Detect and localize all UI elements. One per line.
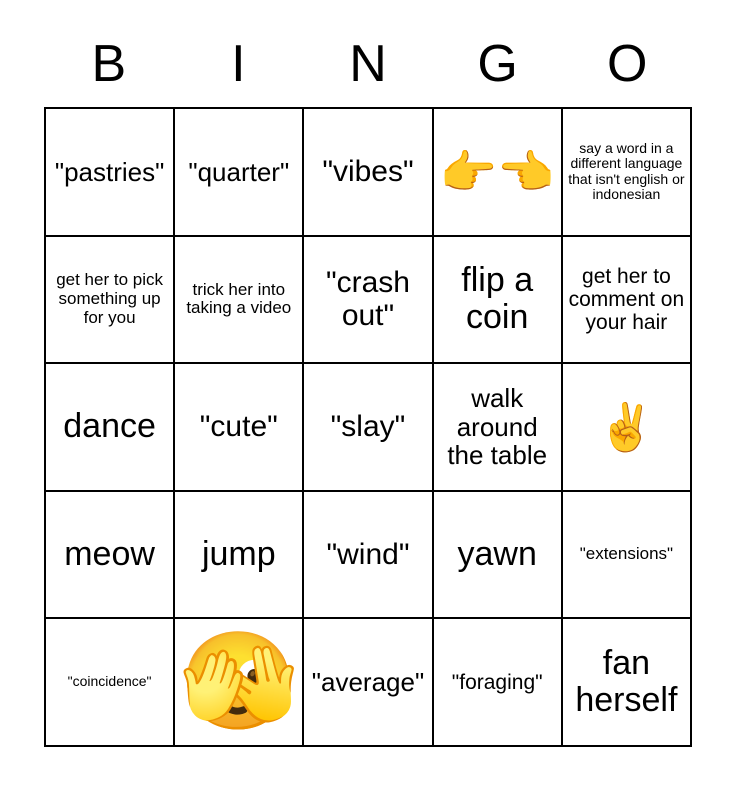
bingo-cell-text: trick her into taking a video [186,279,292,318]
bingo-cell-text: "quarter" [188,156,290,187]
bingo-cell[interactable] [46,492,175,620]
bingo-cell[interactable] [434,109,563,237]
bingo-cell-text: "slay" [330,410,406,444]
bingo-cell-text: "vibes" [322,155,414,189]
bingo-cell-text: meow [64,534,155,573]
face-with-peeking-eye-emoji: 🫣 [179,628,299,736]
bingo-cell[interactable] [175,109,304,237]
header-letter-o: O [606,35,648,93]
bingo-cell[interactable] [46,237,175,365]
bingo-cell-text: "cute" [199,410,278,444]
bingo-cell[interactable] [304,492,433,620]
bingo-cell[interactable] [175,237,304,365]
bingo-cell[interactable] [434,237,563,365]
bingo-cell-text: flip a coin [461,261,534,337]
bingo-cell[interactable] [175,619,304,747]
bingo-cell-text: get her to pick something up for you [56,270,163,327]
bingo-cell[interactable] [304,109,433,237]
bingo-cell-text: fan herself [575,643,678,720]
bingo-cell-text: say a word in a different language that isn't english or indonesian [568,140,685,203]
bingo-grid [44,107,692,747]
bingo-cell[interactable] [563,619,692,747]
bingo-cell-text: "crash out" [325,266,410,333]
bingo-cell[interactable] [304,619,433,747]
bingo-cell-text: "average" [311,666,425,697]
bingo-cell[interactable] [46,109,175,237]
bingo-cell[interactable] [563,364,692,492]
pointing-hands-emoji: 👉👈 [439,145,555,198]
bingo-cell[interactable] [434,492,563,620]
bingo-cell-text: "pastries" [54,156,165,187]
bingo-cell[interactable] [175,364,304,492]
bingo-cell-text: dance [63,407,156,446]
bingo-cell[interactable] [46,364,175,492]
bingo-cell[interactable] [304,237,433,365]
bingo-cell[interactable] [434,364,563,492]
bingo-cell[interactable] [563,492,692,620]
bingo-cell-text: "extensions" [579,544,674,564]
bingo-cell[interactable] [46,619,175,747]
header-letter-b: B [91,35,127,93]
victory-hand-emoji: ✌️ [597,400,656,453]
bingo-cell-text: "foraging" [451,670,543,694]
bingo-cell-text: "wind" [326,538,410,572]
bingo-cell-text: walk around the table [447,383,548,471]
bingo-cell-text: yawn [457,534,537,573]
bingo-cell[interactable] [563,237,692,365]
header-letter-n: N [349,35,387,93]
bingo-cell[interactable] [434,619,563,747]
bingo-cell[interactable] [175,492,304,620]
bingo-cell-text: "coincidence" [67,673,152,690]
header-letter-i: I [231,35,246,93]
bingo-cell[interactable] [304,364,433,492]
bingo-cell-text: get her to comment on your hair [568,264,685,334]
bingo-header [44,32,692,96]
bingo-cell-text: jump [201,534,276,573]
bingo-cell[interactable] [563,109,692,237]
header-letter-g: G [477,35,518,93]
